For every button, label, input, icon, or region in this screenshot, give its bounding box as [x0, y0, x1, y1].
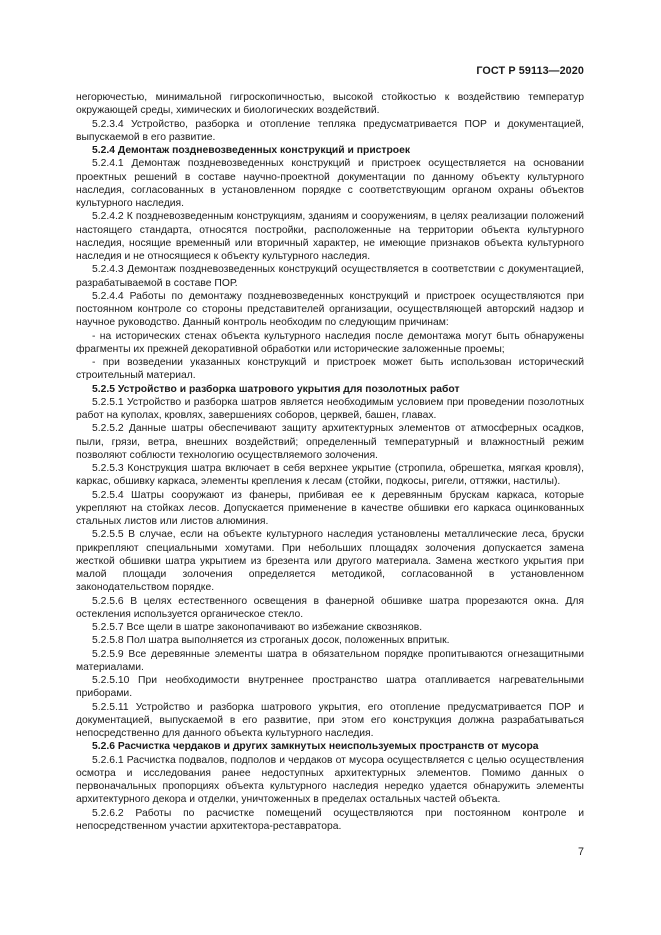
paragraph: 5.2.5.1 Устройство и разборка шатров является необходимым условием при проведении позолотных работ на куполах, кровлях, завершениях соборов, церквей, башен, главах.: [76, 396, 584, 421]
paragraph: 5.2.5.6 В целях естественного освещения в фанерной обшивке шатра прорезаются окна. Для остекления используется органическое стекло.: [76, 595, 584, 620]
paragraph: 5.2.5.8 Пол шатра выполняется из строганых досок, положенных впритык.: [92, 635, 450, 647]
paragraph: 5.2.5.5 В случае, если на объекте культурного наследия установлены металлические леса, бруски прикрепляют специальными хомутами. При небольших площадях золочения допускается замена жесткой обшивки шатра укрытием из брезента или другого материала. Замена жесткого укрытия при малой площади золочения определяется методикой, согласованной в установленном законодательством порядке.: [76, 529, 584, 594]
page-number: 7: [577, 846, 584, 858]
standard-code: ГОСТ Р 59113—2020: [476, 65, 584, 77]
paragraph: 5.2.4.4 Работы по демонтажу поздневозведенных конструкций и пристроек осуществляются при постоянном контроле со стороны представителей организации, осуществляющей авторский надзор и научное руководство. Данный контроль необходим по следующим причинам:: [76, 290, 584, 329]
paragraph-continuation: негорючестью, минимальной гигроскопичностью, высокой стойкостью к воздействию температур окружающей среды, химических и биологических воздействий.: [76, 92, 584, 117]
paragraph: 5.2.5.7 Все щели в шатре законопачивают во избежание сквозняков.: [92, 622, 423, 633]
paragraph: 5.2.4.1 Демонтаж поздневозведенных конструкций и пристроек осуществляется на основании проектных решений в составе научно-проектной документации по данному объекту культурного наследия, согласованных в установленном порядке с соответствующим органом охраны объектов культурного наследия.: [76, 158, 584, 209]
paragraph: 5.2.6.1 Расчистка подвалов, подполов и чердаков от мусора осуществляется с целью осуществления осмотра и исследования ранее недоступных архитектурных элементов. Помимо данных о первоначальных пропорциях объекта культурного наследия нередко удается обнаружить элементы архитектурного декора и отделки, уничтоженных в пределах остальных частей объекта.: [76, 754, 584, 806]
paragraph: 5.2.5.3 Конструкция шатра включает в себя верхнее укрытие (стропила, обрешетка, мягкая кровля), каркас, обшивку каркаса, элементы крепления к лесам (стойки, подкосы, ригели, оттяжки, настилы).: [76, 463, 584, 488]
paragraph: 5.2.4.3 Демонтаж поздневозведенных конструкций осуществляется в соответствии с документацией, разрабатываемой в составе ПОР.: [76, 264, 584, 289]
paragraph: - при возведении указанных конструкций и пристроек может быть использован исторический строительный материал.: [76, 357, 584, 382]
paragraph: 5.2.4.2 К поздневозведенным конструкциям, зданиям и сооружениям, в целях реализации положений настоящего стандарта, относятся постройки, расположенные на территории объекта культурного наследия, носящие временный или вторичный характер, не имеющие признаков объекта культурного наследия и не относящиеся к объекту культурного наследия.: [76, 211, 584, 262]
paragraph: 5.2.5.10 При необходимости внутреннее пространство шатра отапливается нагревательными приборами.: [76, 675, 584, 700]
paragraph: 5.2.3.4 Устройство, разборка и отопление тепляка предусматривается ПОР и документацией, выпускаемой в его развитие.: [76, 118, 584, 143]
paragraph: - на исторических стенах объекта культурного наследия после демонтажа могут быть обнаружены фрагменты их прежней декоративной обработки или исторические заложенные проемы;: [76, 330, 584, 355]
paragraph: 5.2.5.4 Шатры сооружают из фанеры, прибивая ее к деревянным брускам каркаса, которые укрепляют на стойках лесов. Допускается применение в качестве обшивки его каркаса оцинкованных стальных листов или листов алюминия.: [76, 489, 584, 527]
section-heading: 5.2.4 Демонтаж поздневозведенных конструкций и пристроек: [92, 145, 411, 156]
body-text: [76, 91, 584, 833]
paragraph: 5.2.6.2 Работы по расчистке помещений осуществляются при постоянном контроле и непосредственном участии архитектора-реставратора.: [76, 807, 584, 832]
paragraph: 5.2.5.9 Все деревянные элементы шатра в обязательном порядке пропитываются огнезащитными материалами.: [76, 648, 584, 673]
section-heading: 5.2.6 Расчистка чердаков и других замкнутых неиспользуемых пространств от мусора: [92, 741, 539, 753]
section-heading: 5.2.5 Устройство и разборка шатрового укрытия для позолотных работ: [92, 383, 460, 395]
paragraph: 5.2.5.2 Данные шатры обеспечивают защиту архитектурных элементов от атмосферных осадков, пыли, грязи, ветра, внешних воздействий; определенный температурный и влажностный режим позволяют соблюсти технологию осуществляемого золочения.: [76, 423, 584, 461]
paragraph: 5.2.5.11 Устройство и разборка шатрового укрытия, его отопление предусматривается ПОР и документацией, выпускаемой в его развитие, при этом его конструкция должна разрабатываться непосредственно для данного объекта культурного наследия.: [76, 701, 584, 739]
